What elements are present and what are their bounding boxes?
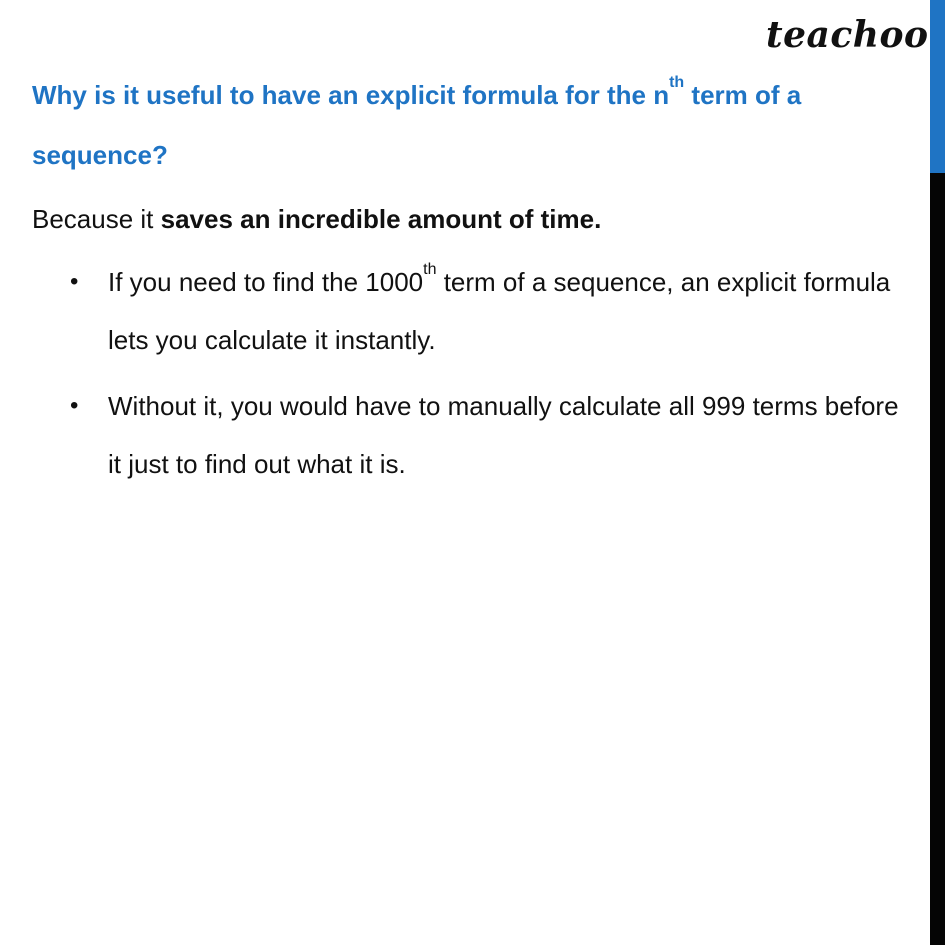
bullet-text-part1: If you need to find the 1000 bbox=[108, 267, 424, 297]
teachoo-logo: teachoo bbox=[766, 14, 929, 56]
side-bar-accent bbox=[930, 0, 945, 173]
question-text-part2: term of a sequence? bbox=[32, 80, 802, 170]
bullet-list bbox=[70, 253, 905, 501]
question-heading bbox=[32, 65, 892, 185]
question-superscript: th bbox=[669, 74, 685, 91]
bullet-text-part2: term of a sequence, an explicit formula lets you calculate it instantly. bbox=[108, 267, 891, 355]
list-item bbox=[70, 253, 905, 369]
bullet-point-icon: • bbox=[70, 268, 79, 295]
list-item bbox=[70, 377, 905, 493]
bullet-point-icon: • bbox=[70, 392, 79, 419]
answer-paragraph bbox=[32, 190, 601, 248]
bullet-text: Without it, you would have to manually calculate all 999 terms before it just to find out what it is. bbox=[108, 391, 899, 479]
question-text-part1: Why is it useful to have an explicit formula for the n bbox=[32, 80, 670, 110]
answer-lead: Because it bbox=[32, 204, 161, 234]
bullet-superscript: th bbox=[423, 261, 437, 278]
bullet-text bbox=[108, 253, 905, 369]
answer-emphasis: saves an incredible amount of time. bbox=[160, 204, 602, 234]
